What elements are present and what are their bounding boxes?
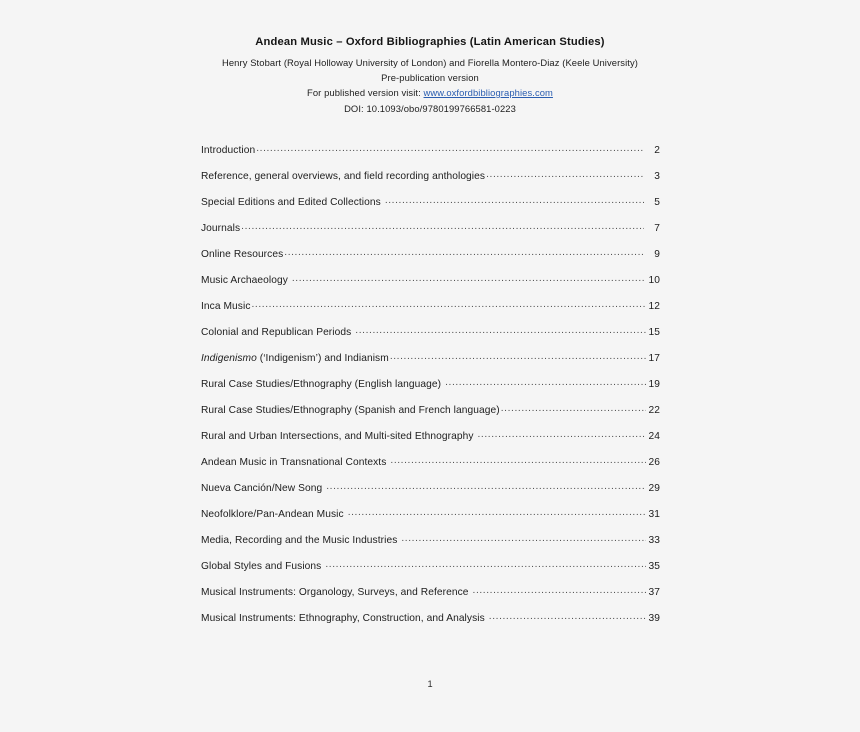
toc-entry[interactable] bbox=[201, 428, 660, 454]
toc-entry-label: Rural Case Studies/Ethnography (Spanish and French language) bbox=[201, 405, 500, 416]
toc-entry-page-number: 3 bbox=[654, 171, 660, 182]
toc-entry-label: Media, Recording and the Music Industries bbox=[201, 535, 398, 546]
toc-entry-page-number: 26 bbox=[648, 457, 660, 468]
toc-entry[interactable] bbox=[201, 506, 660, 532]
table-of-contents bbox=[201, 142, 660, 636]
toc-entry[interactable] bbox=[201, 272, 660, 298]
toc-leader-dots bbox=[252, 298, 647, 309]
toc-entry-label: Inca Music bbox=[201, 301, 251, 312]
toc-leader-dots bbox=[473, 584, 646, 595]
toc-entry[interactable] bbox=[201, 194, 660, 220]
toc-leader-dots bbox=[355, 324, 646, 335]
document-header bbox=[0, 34, 860, 117]
toc-entry-page-number: 22 bbox=[648, 405, 660, 416]
toc-entry-page-number: 17 bbox=[648, 353, 660, 364]
toc-entry[interactable] bbox=[201, 558, 660, 584]
toc-entry-label: Musical Instruments: Ethnography, Construction, and Analysis bbox=[201, 613, 485, 624]
toc-entry-label: Andean Music in Transnational Contexts bbox=[201, 457, 387, 468]
toc-entry-label: Neofolklore/Pan-Andean Music bbox=[201, 509, 344, 520]
toc-entry-page-number: 7 bbox=[654, 223, 660, 234]
toc-entry-label: Reference, general overviews, and field recording anthologies bbox=[201, 171, 486, 182]
version-note: Pre-publication version bbox=[381, 72, 479, 83]
toc-leader-dots bbox=[241, 220, 644, 231]
toc-entry-page-number: 24 bbox=[648, 431, 660, 442]
toc-entry-label: Nueva Canción/New Song bbox=[201, 483, 323, 494]
oxford-bibliographies-link[interactable]: www.oxfordbibliographies.com bbox=[423, 87, 553, 98]
published-version-prefix: For published version visit: bbox=[307, 87, 424, 98]
toc-entry-label bbox=[201, 353, 390, 364]
toc-entry-page-number: 39 bbox=[648, 613, 660, 624]
toc-entry[interactable] bbox=[201, 376, 660, 402]
toc-entry[interactable] bbox=[201, 480, 660, 506]
toc-entry-page-number: 29 bbox=[648, 483, 660, 494]
toc-entry-label: Rural and Urban Intersections, and Multi-sited Ethnography bbox=[201, 431, 474, 442]
toc-entry-page-number: 12 bbox=[648, 301, 660, 312]
toc-entry-label: Introduction bbox=[201, 145, 256, 156]
toc-entry-label: Global Styles and Fusions bbox=[201, 561, 322, 572]
toc-entry-page-number: 5 bbox=[654, 197, 660, 208]
toc-entry-page-number: 9 bbox=[654, 249, 660, 260]
toc-entry-label: Journals bbox=[201, 223, 241, 234]
toc-entry[interactable] bbox=[201, 584, 660, 610]
toc-entry-page-number: 10 bbox=[648, 275, 660, 286]
toc-entry-label: Special Editions and Edited Collections bbox=[201, 197, 381, 208]
toc-entry-label: Colonial and Republican Periods bbox=[201, 327, 352, 338]
toc-leader-dots bbox=[486, 168, 644, 179]
footer-page-number: 1 bbox=[427, 679, 433, 689]
toc-entry[interactable] bbox=[201, 246, 660, 272]
toc-entry-page-number: 15 bbox=[648, 327, 660, 338]
toc-leader-dots bbox=[390, 454, 646, 465]
toc-entry[interactable] bbox=[201, 324, 660, 350]
toc-leader-dots bbox=[390, 350, 646, 361]
toc-entry[interactable] bbox=[201, 142, 660, 168]
toc-entry[interactable] bbox=[201, 454, 660, 480]
published-version-line bbox=[0, 85, 860, 101]
toc-entry-label-text: (‘Indigenism’) and Indianism bbox=[256, 353, 389, 364]
toc-leader-dots bbox=[348, 506, 646, 517]
doi-line: DOI: 10.1093/obo/9780199766581-0223 bbox=[344, 103, 516, 114]
toc-entry-page-number: 2 bbox=[654, 145, 660, 156]
toc-entry-page-number: 35 bbox=[648, 561, 660, 572]
toc-entry[interactable] bbox=[201, 532, 660, 558]
toc-leader-dots bbox=[401, 532, 646, 543]
toc-leader-dots bbox=[256, 142, 644, 153]
toc-entry-label: Rural Case Studies/Ethnography (English language) bbox=[201, 379, 442, 390]
toc-leader-dots bbox=[385, 194, 644, 205]
toc-entry[interactable] bbox=[201, 402, 660, 428]
author-byline: Henry Stobart (Royal Holloway University of London) and Fiorella Montero-Diaz (Keele University) bbox=[221, 57, 638, 68]
toc-entry-page-number: 31 bbox=[648, 509, 660, 520]
toc-entry[interactable] bbox=[201, 298, 660, 324]
toc-entry-label: Online Resources bbox=[201, 249, 284, 260]
toc-entry[interactable] bbox=[201, 610, 660, 636]
toc-entry[interactable] bbox=[201, 220, 660, 246]
toc-entry-page-number: 33 bbox=[648, 535, 660, 546]
toc-entry[interactable] bbox=[201, 168, 660, 194]
toc-leader-dots bbox=[326, 480, 646, 491]
toc-entry-label: Music Archaeology bbox=[201, 275, 288, 286]
toc-leader-dots bbox=[478, 428, 647, 439]
toc-leader-dots bbox=[284, 246, 644, 257]
toc-leader-dots bbox=[489, 610, 646, 621]
toc-entry[interactable] bbox=[201, 350, 660, 376]
toc-entry-page-number: 37 bbox=[648, 587, 660, 598]
toc-leader-dots bbox=[292, 272, 646, 283]
page-title: Andean Music – Oxford Bibliographies (Latin American Studies) bbox=[255, 36, 605, 48]
toc-entry-label-italic: Indigenismo bbox=[201, 353, 257, 364]
toc-entry-page-number: 19 bbox=[648, 379, 660, 390]
toc-entry-label: Musical Instruments: Organology, Surveys, and Reference bbox=[201, 587, 469, 598]
toc-leader-dots bbox=[325, 558, 646, 569]
toc-leader-dots bbox=[501, 402, 646, 413]
toc-leader-dots bbox=[445, 376, 646, 387]
